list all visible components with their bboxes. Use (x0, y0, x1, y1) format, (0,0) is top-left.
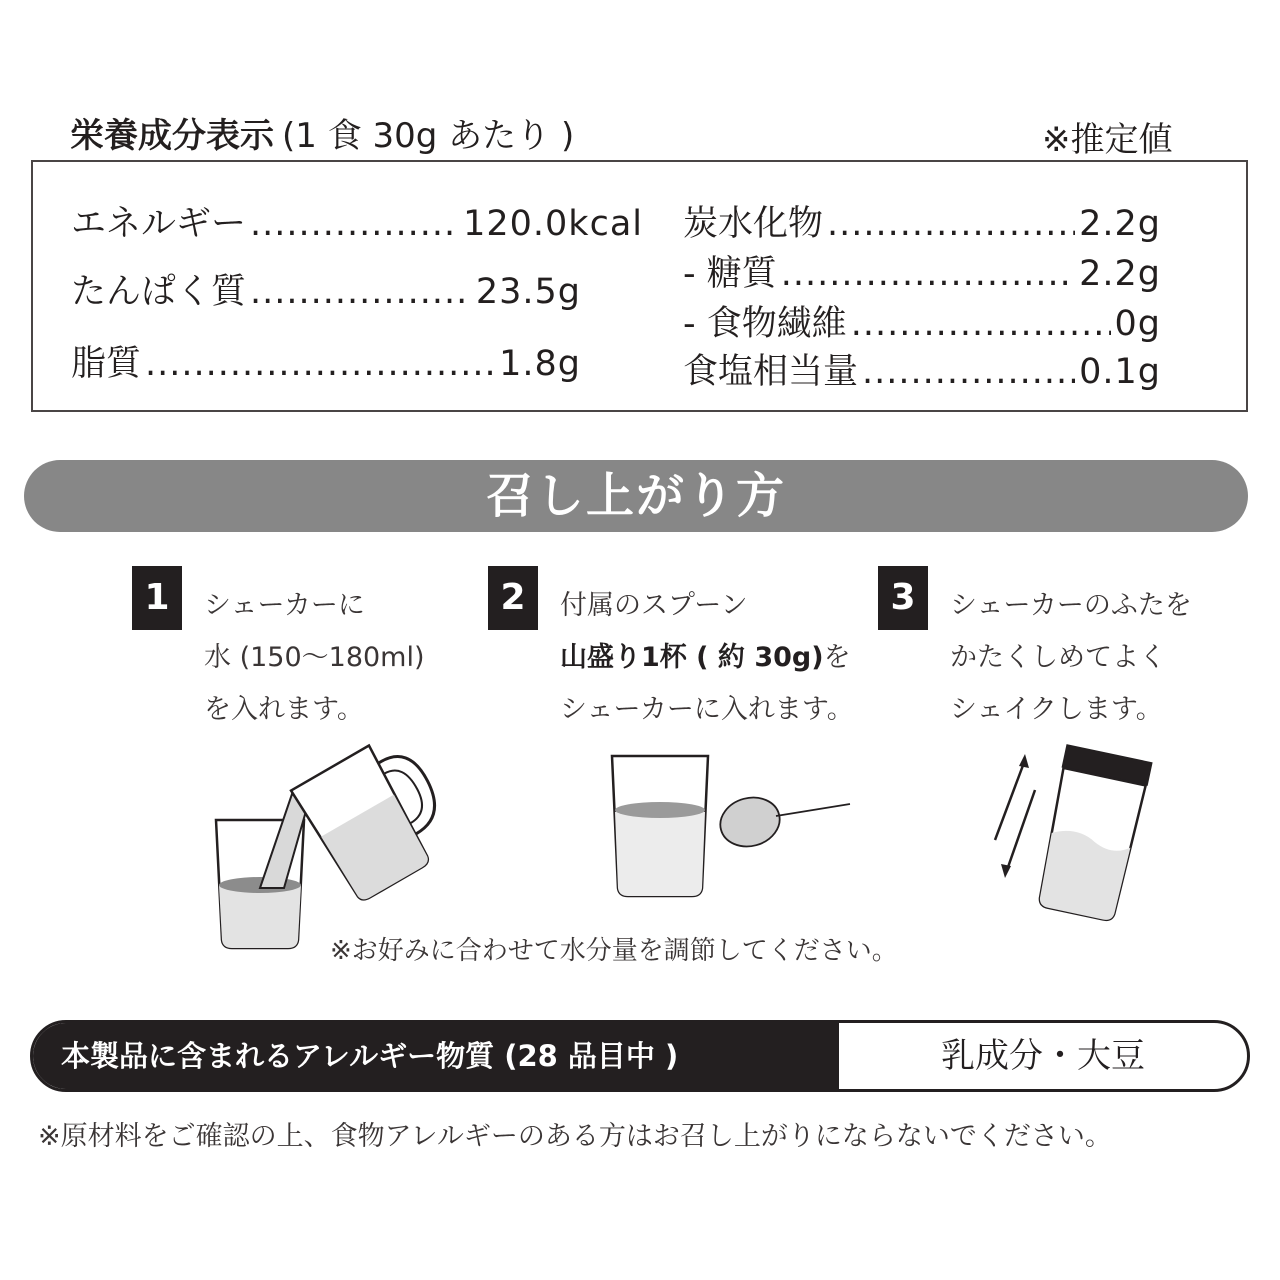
step-line: 水 (150〜180ml) (204, 642, 425, 673)
nutrition-row-fiber (683, 296, 1161, 346)
nutrient-value: 0g (1114, 304, 1161, 344)
nutrition-row-carbohydrate (683, 196, 1161, 246)
nutrient-value: 2.2g (1079, 204, 1161, 244)
step-line: を入れます。 (204, 694, 364, 725)
nutrient-label: - 糖質 (683, 254, 777, 294)
nutrition-title-main: 栄養成分表示 (70, 116, 274, 156)
allergy-note: ※原材料をご確認の上、食物アレルギーのある方はお召し上がりにならないでください。 (38, 1121, 1112, 1152)
nutrient-label: 脂質 (71, 344, 142, 384)
step-3-number: 3 (878, 566, 928, 630)
nutrient-value: 1.8g (499, 344, 581, 384)
howto-banner: 召し上がり方 (24, 460, 1248, 532)
nutrient-label: 炭水化物 (683, 204, 824, 244)
step-1-number: 1 (132, 566, 182, 630)
dot-leader (250, 204, 459, 244)
nutrition-row-sugar (683, 246, 1161, 296)
dot-leader (827, 204, 1075, 244)
step-emphasis: 山盛り1杯 ( 約 30g) (560, 642, 824, 673)
step-emphasis-suffix: を (823, 642, 851, 673)
water-adjust-note: ※お好みに合わせて水分量を調節してください。 (330, 936, 898, 966)
step-2-text (560, 580, 854, 736)
nutrient-value: 23.5g (475, 272, 581, 312)
nutrition-row-salt (683, 344, 1161, 394)
dot-leader (862, 352, 1075, 392)
allergy-label: 本製品に含まれるアレルギー物質 (28 品目中 ) (33, 1023, 839, 1089)
nutrition-title-serving: (1 食 30g あたり ) (282, 116, 575, 156)
dot-leader (851, 304, 1111, 344)
nutrient-label: たんぱく質 (71, 272, 247, 312)
nutrition-row-fat (71, 336, 581, 386)
allergy-box (30, 1020, 1250, 1092)
step-line: かたくしめてよく (950, 642, 1166, 673)
step-line: シェイクします。 (950, 694, 1163, 725)
nutrient-value: 0.1g (1079, 352, 1161, 392)
nutrition-row-energy (71, 196, 643, 246)
step-3-text (950, 580, 1192, 736)
step-1-text (204, 580, 425, 736)
step-line: シェーカーに入れます。 (560, 694, 854, 725)
dot-leader (145, 344, 495, 384)
step-line: シェーカーに (204, 590, 365, 621)
step-2-number: 2 (488, 566, 538, 630)
step-line: 付属のスプーン (560, 590, 748, 621)
nutrition-table (31, 160, 1248, 412)
glass-spoon-illustration (600, 752, 860, 902)
nutrient-label: - 食物繊維 (683, 304, 847, 344)
nutrient-value: 2.2g (1079, 254, 1161, 294)
nutrient-label: エネルギー (71, 204, 247, 244)
nutrient-label: 食塩相当量 (683, 352, 859, 392)
dot-leader (250, 272, 472, 312)
nutrition-row-protein (71, 264, 581, 314)
pour-water-illustration (200, 720, 440, 960)
shaker-illustration (985, 740, 1155, 920)
shake-arrows-icon (995, 754, 1035, 878)
step-line-emphasis (560, 632, 854, 684)
nutrition-title (70, 108, 574, 157)
estimate-note: ※推定値 (1042, 120, 1173, 160)
dot-leader (781, 254, 1075, 294)
nutrient-value: 120.0kcal (463, 204, 643, 244)
allergy-value: 乳成分・大豆 (941, 1036, 1145, 1076)
step-line: シェーカーのふたを (950, 590, 1192, 621)
